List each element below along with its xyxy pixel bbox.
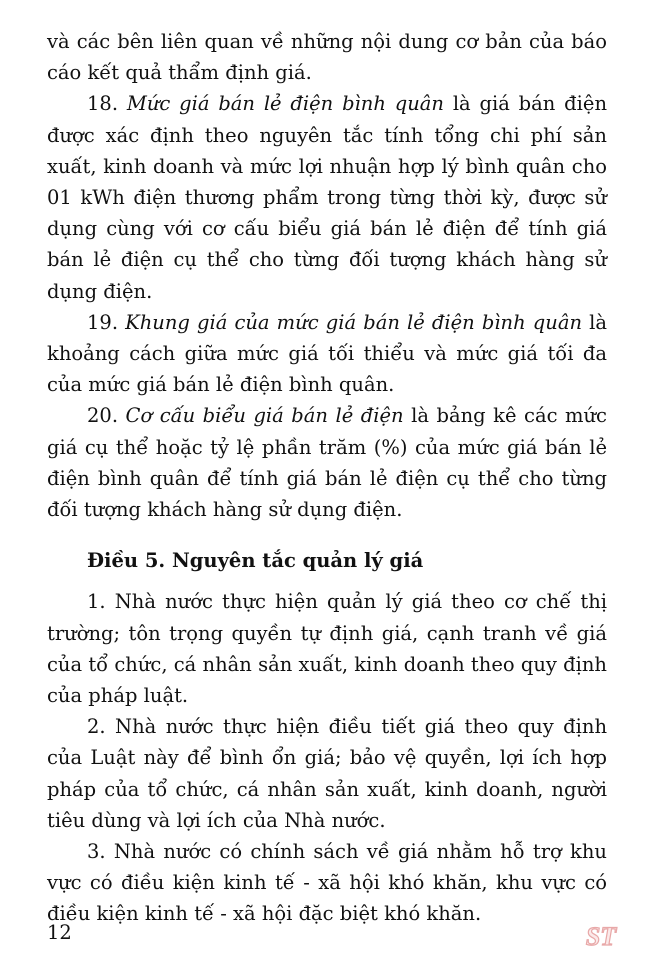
page-number: 12 xyxy=(47,921,72,944)
definition-item-18 xyxy=(47,88,607,306)
definition-item-20 xyxy=(47,400,607,525)
article-heading: Điều 5. Nguyên tắc quản lý giá xyxy=(87,549,424,573)
logo-text: ST xyxy=(585,922,617,951)
definition-text: là khoảng cách giữa mức giá tối thiểu và mức giá tối đa của mức giá bán lẻ điện bình quân. xyxy=(47,310,608,397)
publisher-logo-icon xyxy=(584,918,618,952)
continuation-paragraph: và các bên liên quan về những nội dung cơ bản của báo cáo kết quả thẩm định giá. xyxy=(47,30,607,85)
defined-term: Khung giá của mức giá bán lẻ điện bình quân xyxy=(125,310,583,334)
defined-term: Mức giá bán lẻ điện bình quân xyxy=(126,92,444,116)
clause-2: 2. Nhà nước thực hiện điều tiết giá theo quy định của Luật này để bình ổn giá; bảo vệ quyền, lợi ích hợp pháp của tổ chức, cá nhân sản xuất, kinh doanh, người tiêu dùng và lợi ích của Nhà nước. xyxy=(47,715,607,832)
definition-item-19 xyxy=(47,307,607,401)
clause-1: 1. Nhà nước thực hiện quản lý giá theo cơ chế thị trường; tôn trọng quyền tự định giá, cạnh tranh về giá của tổ chức, cá nhân sản xuất, kinh doanh theo quy định của pháp luật. xyxy=(47,590,607,708)
item-number: 20. xyxy=(87,404,119,428)
definition-text: là bảng kê các mức giá cụ thể hoặc tỷ lệ phần trăm (%) của mức giá bán lẻ điện bình quân để tính giá bán lẻ điện cụ thể cho từng đối tượng khách hàng sử dụng điện. xyxy=(47,404,607,522)
page-body xyxy=(47,26,607,930)
item-number: 19. xyxy=(87,310,119,334)
defined-term: Cơ cấu biểu giá bán lẻ điện xyxy=(125,404,404,428)
item-number: 18. xyxy=(87,92,119,116)
definition-text: là giá bán điện được xác định theo nguyên tắc tính tổng chi phí sản xuất, kinh doanh và mức lợi nhuận hợp lý bình quân cho 01 kWh điện thương phẩm trong từng thời kỳ, được sử dụng cùng với cơ cấu biểu giá bán lẻ điện để tính giá bán lẻ điện cụ thể cho từng đối tượng khách hàng sử dụng điện. xyxy=(47,92,608,303)
clause-3: 3. Nhà nước có chính sách về giá nhằm hỗ trợ khu vực có điều kiện kinh tế - xã hội khó khăn, khu vực có điều kiện kinh tế - xã hội đặc biệt khó khăn. xyxy=(47,840,607,926)
